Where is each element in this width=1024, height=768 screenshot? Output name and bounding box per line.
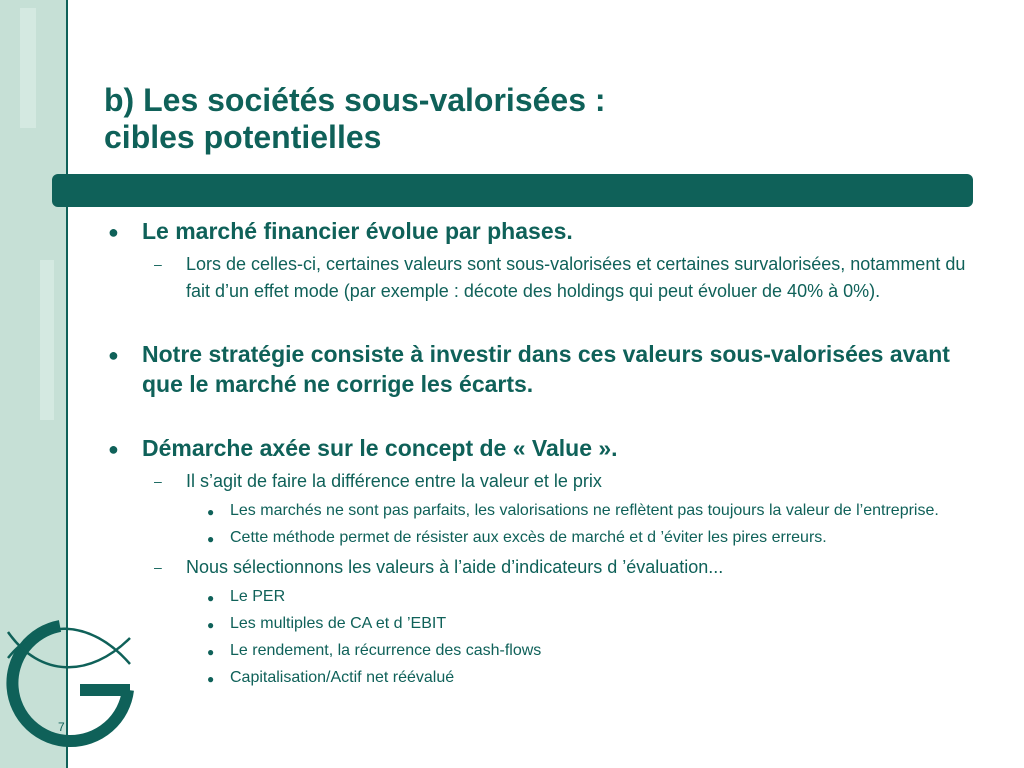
bullet-text: Capitalisation/Actif net réévalué bbox=[230, 669, 455, 686]
bullet-text: Le rendement, la récurrence des cash-flows bbox=[230, 642, 542, 659]
bullet-text: Il s’agit de faire la différence entre la valeur et le prix bbox=[186, 471, 602, 491]
bullet-dot-icon: ● bbox=[207, 618, 215, 632]
bullet-level3 bbox=[104, 500, 984, 522]
bullet-text: Lors de celles-ci, certaines valeurs sont sous-valorisées et certaines survalorisées, notamment du fait d’un effet mode (par exemple : décote des holdings qui peut évoluer de 40% à 0%). bbox=[186, 254, 966, 301]
bullet-level3 bbox=[104, 613, 984, 635]
bullet-dot-icon: ● bbox=[207, 505, 215, 519]
bullet-level2 bbox=[104, 468, 984, 495]
bullet-level3 bbox=[104, 586, 984, 608]
bullet-text: Les multiples de CA et d ’EBIT bbox=[230, 615, 447, 632]
bullet-text: Cette méthode permet de résister aux excès de marché et d ’éviter les pires erreurs. bbox=[230, 529, 827, 546]
bullet-level1 bbox=[104, 216, 984, 246]
bullet-text: Notre stratégie consiste à investir dans ces valeurs sous-valorisées avant que le marché ne corrige les écarts. bbox=[142, 341, 950, 397]
dash-icon: – bbox=[154, 559, 162, 575]
bullet-level3 bbox=[104, 527, 984, 549]
bullet-dot-icon: ● bbox=[108, 222, 119, 242]
bullet-level3 bbox=[104, 640, 984, 662]
slide-title-line: b) Les sociétés sous-valorisées : bbox=[104, 82, 606, 118]
dash-icon: – bbox=[154, 473, 162, 489]
bullet-text: Démarche axée sur le concept de « Value ». bbox=[142, 435, 618, 461]
sidebar-watermark bbox=[40, 260, 54, 420]
slide-content bbox=[104, 216, 984, 689]
bullet-dot-icon: ● bbox=[207, 591, 215, 605]
title-underline-bar bbox=[52, 174, 973, 207]
bullet-dot-icon: ● bbox=[207, 645, 215, 659]
bullet-dot-icon: ● bbox=[207, 532, 215, 546]
bullet-level3 bbox=[104, 667, 984, 689]
slide-title bbox=[104, 82, 606, 156]
bullet-level2 bbox=[104, 251, 984, 305]
page-number: 7 bbox=[58, 720, 65, 734]
bullet-text: Le marché financier évolue par phases. bbox=[142, 218, 573, 244]
bullet-level2 bbox=[104, 554, 984, 581]
bullet-text: Le PER bbox=[230, 588, 286, 605]
dash-icon: – bbox=[154, 256, 162, 272]
bullet-text: Nous sélectionnons les valeurs à l’aide d’indicateurs d ’évaluation... bbox=[186, 557, 724, 577]
bullet-text: Les marchés ne sont pas parfaits, les valorisations ne reflètent pas toujours la valeur de l’entreprise. bbox=[230, 502, 939, 519]
sidebar-watermark bbox=[20, 8, 36, 128]
bullet-dot-icon: ● bbox=[108, 345, 119, 365]
bullet-dot-icon: ● bbox=[207, 672, 215, 686]
bullet-level1 bbox=[104, 339, 984, 399]
bullet-dot-icon: ● bbox=[108, 439, 119, 459]
slide-title-line: cibles potentielles bbox=[104, 119, 382, 155]
bullet-level1 bbox=[104, 433, 984, 463]
